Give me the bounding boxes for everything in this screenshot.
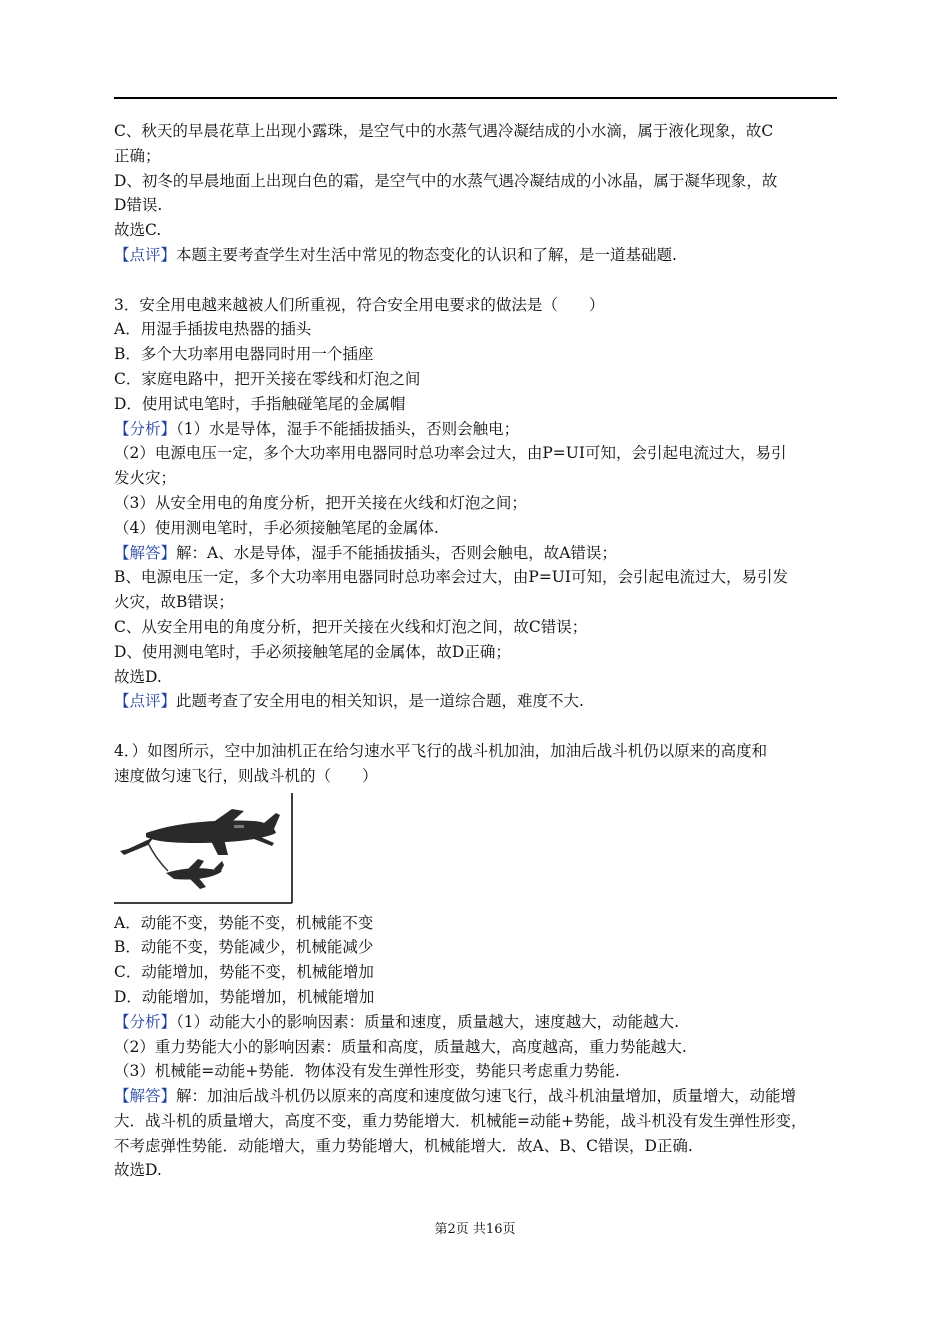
- q3-option-b: B．多个大功率用电器同时用一个插座: [114, 345, 374, 364]
- prev-comment: [114, 243, 838, 268]
- header-rule: [114, 97, 837, 99]
- q3-analysis-2: （2）电源电压一定，多个大功率用电器同时总功率会过大，由P=UI可知，会引起电流过大，易引: [114, 444, 787, 463]
- q3-solution-1: 解：A、水是导体，湿手不能插拔插头，否则会触电，故A错误；: [176, 543, 617, 562]
- fighter-jet-icon: [166, 859, 224, 889]
- q4-option-a: A．动能不变，势能不变，机械能不变: [114, 913, 374, 932]
- q3-solution-4: D、使用测电笔时，手必须接触笔尾的金属体，故D正确；: [114, 642, 511, 661]
- q3-answer: 故选D.: [114, 667, 162, 686]
- q4-stem-2: 速度做匀速飞行，则战斗机的（ ）: [114, 766, 378, 785]
- q4-answer: 故选D.: [114, 1161, 162, 1180]
- comment-text: 本题主要考查学生对生活中常见的物态变化的认识和了解，是一道基础题.: [176, 245, 677, 264]
- prev-option-d: D、初冬的早晨地面上出现白色的霜，是空气中的水蒸气遇冷凝结成的小冰晶，属于凝华现象，故: [114, 171, 778, 190]
- q3-analysis-2b: 发火灾；: [114, 469, 177, 488]
- comment-tag: 【点评】: [114, 245, 177, 264]
- prev-option-d-cont: D错误.: [114, 196, 163, 215]
- refueling-aircraft-figure: [114, 793, 294, 905]
- q4-analysis-2: （2）重力势能大小的影响因素：质量和高度，质量越大，高度越高，重力势能越大.: [114, 1037, 687, 1056]
- aircraft-illustration: [114, 793, 294, 905]
- q3-solution: [114, 541, 838, 566]
- q3-comment: [114, 689, 838, 714]
- q4-option-d: D．动能增加，势能增加，机械能增加: [114, 987, 375, 1006]
- q4-solution-3: 不考虑弹性势能．动能增大，重力势能增大，机械能增大．故A、B、C错误，D正确.: [114, 1136, 693, 1155]
- comment-text: 此题考查了安全用电的相关知识，是一道综合题，难度不大.: [176, 692, 584, 711]
- analysis-tag: 【分析】: [114, 419, 177, 438]
- q3-option-c: C．家庭电路中，把开关接在零线和灯泡之间: [114, 369, 421, 388]
- page-footer: 第2页 共16页: [434, 1222, 516, 1237]
- q4-solution-1: 解：加油后战斗机仍以原来的高度和速度做匀速飞行，战斗机油量增加，质量增大，动能增: [176, 1087, 797, 1106]
- q3-solution-3: C、从安全用电的角度分析，把开关接在火线和灯泡之间，故C错误；: [114, 617, 588, 636]
- q4-analysis-1: （1）动能大小的影响因素：质量和速度，质量越大，速度越大，动能越大.: [176, 1012, 680, 1031]
- q3-analysis-3: （3）从安全用电的角度分析，把开关接在火线和灯泡之间；: [114, 493, 527, 512]
- q3-stem: 3．安全用电越来越被人们所重视，符合安全用电要求的做法是（ ）: [114, 295, 605, 314]
- q3-solution-2: B、电源电压一定，多个大功率用电器同时总功率会过大，由P=UI可知，会引起电流过大，易引发: [114, 568, 788, 587]
- analysis-tag: 【分析】: [114, 1012, 177, 1031]
- solution-tag: 【解答】: [114, 543, 177, 562]
- page-content: [114, 119, 838, 1183]
- q4-stem-1: 4．）如图所示，空中加油机正在给匀速水平飞行的战斗机加油，加油后战斗机仍以原来的高度和: [114, 741, 768, 760]
- q4-option-b: B．动能不变，势能减少，机械能减少: [114, 938, 374, 957]
- q4-analysis: [114, 1010, 838, 1035]
- prev-option-c-cont: 正确；: [114, 146, 161, 165]
- q3-analysis-1: （1）水是导体，湿手不能插拔插头，否则会触电；: [176, 419, 520, 438]
- q4-analysis-3: （3）机械能=动能+势能．物体没有发生弹性形变，势能只考虑重力势能.: [114, 1062, 620, 1081]
- prev-option-c: C、秋天的早晨花草上出现小露珠，是空气中的水蒸气遇冷凝结成的小水滴，属于液化现象，故C: [114, 122, 774, 140]
- solution-tag: 【解答】: [114, 1087, 177, 1106]
- q3-option-d: D．使用试电笔时，手指触碰笔尾的金属帽: [114, 394, 406, 413]
- q4-option-c: C．动能增加，势能不变，机械能增加: [114, 963, 374, 982]
- q3-option-a: A．用湿手插拔电热器的插头: [114, 320, 312, 339]
- q4-solution-2: 大．战斗机的质量增大，高度不变，重力势能增大．机械能=动能+势能，战斗机没有发生弹性形变，: [114, 1111, 807, 1130]
- q4-solution: [114, 1084, 838, 1109]
- comment-tag: 【点评】: [114, 692, 177, 711]
- q3-analysis-4: （4）使用测电笔时，手必须接触笔尾的金属体.: [114, 518, 439, 537]
- refuel-hose: [148, 843, 168, 871]
- q3-solution-2b: 火灾，故B错误；: [114, 593, 234, 612]
- tanker-plane-icon: [120, 809, 280, 855]
- prev-answer: 故选C.: [114, 221, 162, 240]
- q3-analysis: [114, 417, 838, 442]
